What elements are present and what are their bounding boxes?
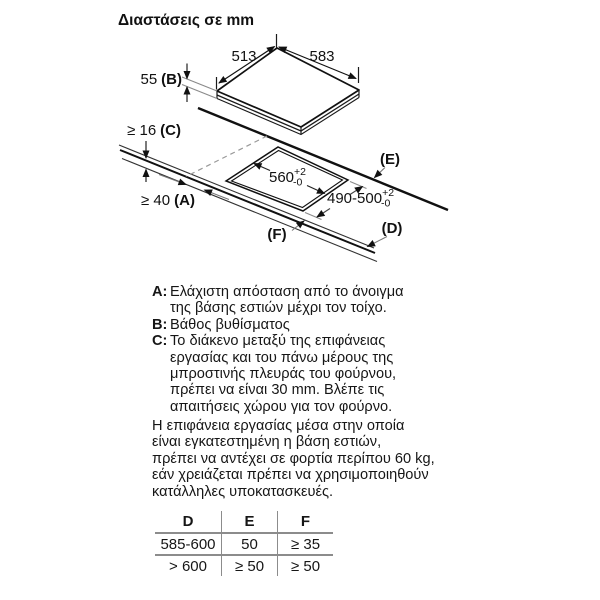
note-line: πρέπει να αντέχει σε φορτία περίπου 60 kg, — [152, 450, 435, 467]
dim-513-label: 513 — [231, 48, 257, 65]
definition-c-line: πρέπει να είναι 30 mm. Βλέπε τις — [170, 382, 385, 399]
dim-560-label: $560^{+2}$ -0 — [269, 166, 307, 189]
label-e: (E) — [380, 151, 400, 168]
definition-c-label: C: — [152, 333, 168, 350]
definition-c — [152, 333, 482, 415]
table-cell-e2: ≥ 50 — [222, 556, 278, 576]
installation-dimensions-diagram — [90, 30, 470, 280]
definition-c-line: εργασίας και του πάνω μέρους της — [170, 349, 394, 366]
worktop-load-note — [152, 418, 492, 500]
table-header-e: E — [222, 511, 278, 534]
dim-583-label: 583 — [309, 48, 335, 65]
table-cell-e1: 50 — [222, 534, 278, 556]
dim-16-c-label: ≥ 16 (C) — [127, 122, 181, 139]
table-cell-d1: 585-600 — [155, 534, 222, 556]
note-line: κατάλληλες υποκατασκευές. — [152, 483, 334, 500]
table-cell-d2: > 600 — [155, 556, 222, 576]
label-d: (D) — [381, 220, 403, 237]
table-header-f: F — [278, 511, 333, 534]
definition-c-line: Το διάκενο μεταξύ της επιφάνειας — [170, 333, 386, 350]
definition-b-label: B: — [152, 316, 168, 333]
label-f: (F) — [267, 226, 287, 243]
note-line: Η επιφάνεια εργασίας μέσα στην οποία — [152, 418, 405, 434]
table-header-d: D — [155, 511, 222, 534]
definition-b-line: Βάθος βυθίσματος — [170, 316, 290, 333]
dim-40-a-label: ≥ 40 (A) — [141, 192, 195, 209]
label-e-leader — [375, 168, 386, 178]
table-cell-f2: ≥ 50 — [290, 557, 321, 575]
cutout-depth-extension-right — [350, 182, 367, 189]
definition-a-line: Ελάχιστη απόσταση από το άνοιγμα — [170, 284, 404, 300]
definition-a-line: της βάσης εστιών μέχρι τον τοίχο. — [170, 300, 387, 317]
dimension-table — [155, 511, 333, 576]
definition-b — [152, 317, 482, 333]
definition-c-line: μπροστινής πλευράς του φούρνου, — [170, 366, 397, 383]
definition-a-label: A: — [152, 284, 168, 300]
dim-490-arrow-bottom — [317, 209, 330, 218]
dim-490-500-label: $490-500^{+2}$ -0 — [327, 187, 395, 210]
definition-a — [152, 284, 482, 317]
table-cell-f1: ≥ 35 — [278, 534, 333, 556]
dim-55-b-label: 55 (B) — [140, 71, 182, 88]
dim-40-arrow-right — [205, 190, 230, 200]
page-title: Διαστάσεις σε mm — [118, 12, 255, 29]
dimension-definitions — [152, 284, 482, 415]
definition-c-line: απαιτήσεις χώρου για τον φούρνο. — [170, 398, 393, 415]
label-d-leader — [368, 237, 388, 247]
note-line: εάν χρειάζεται πρέπει να χρησιμοποιηθούν — [152, 467, 429, 484]
note-line: είναι εγκατεστημένη η βάση εστιών, — [152, 434, 382, 451]
